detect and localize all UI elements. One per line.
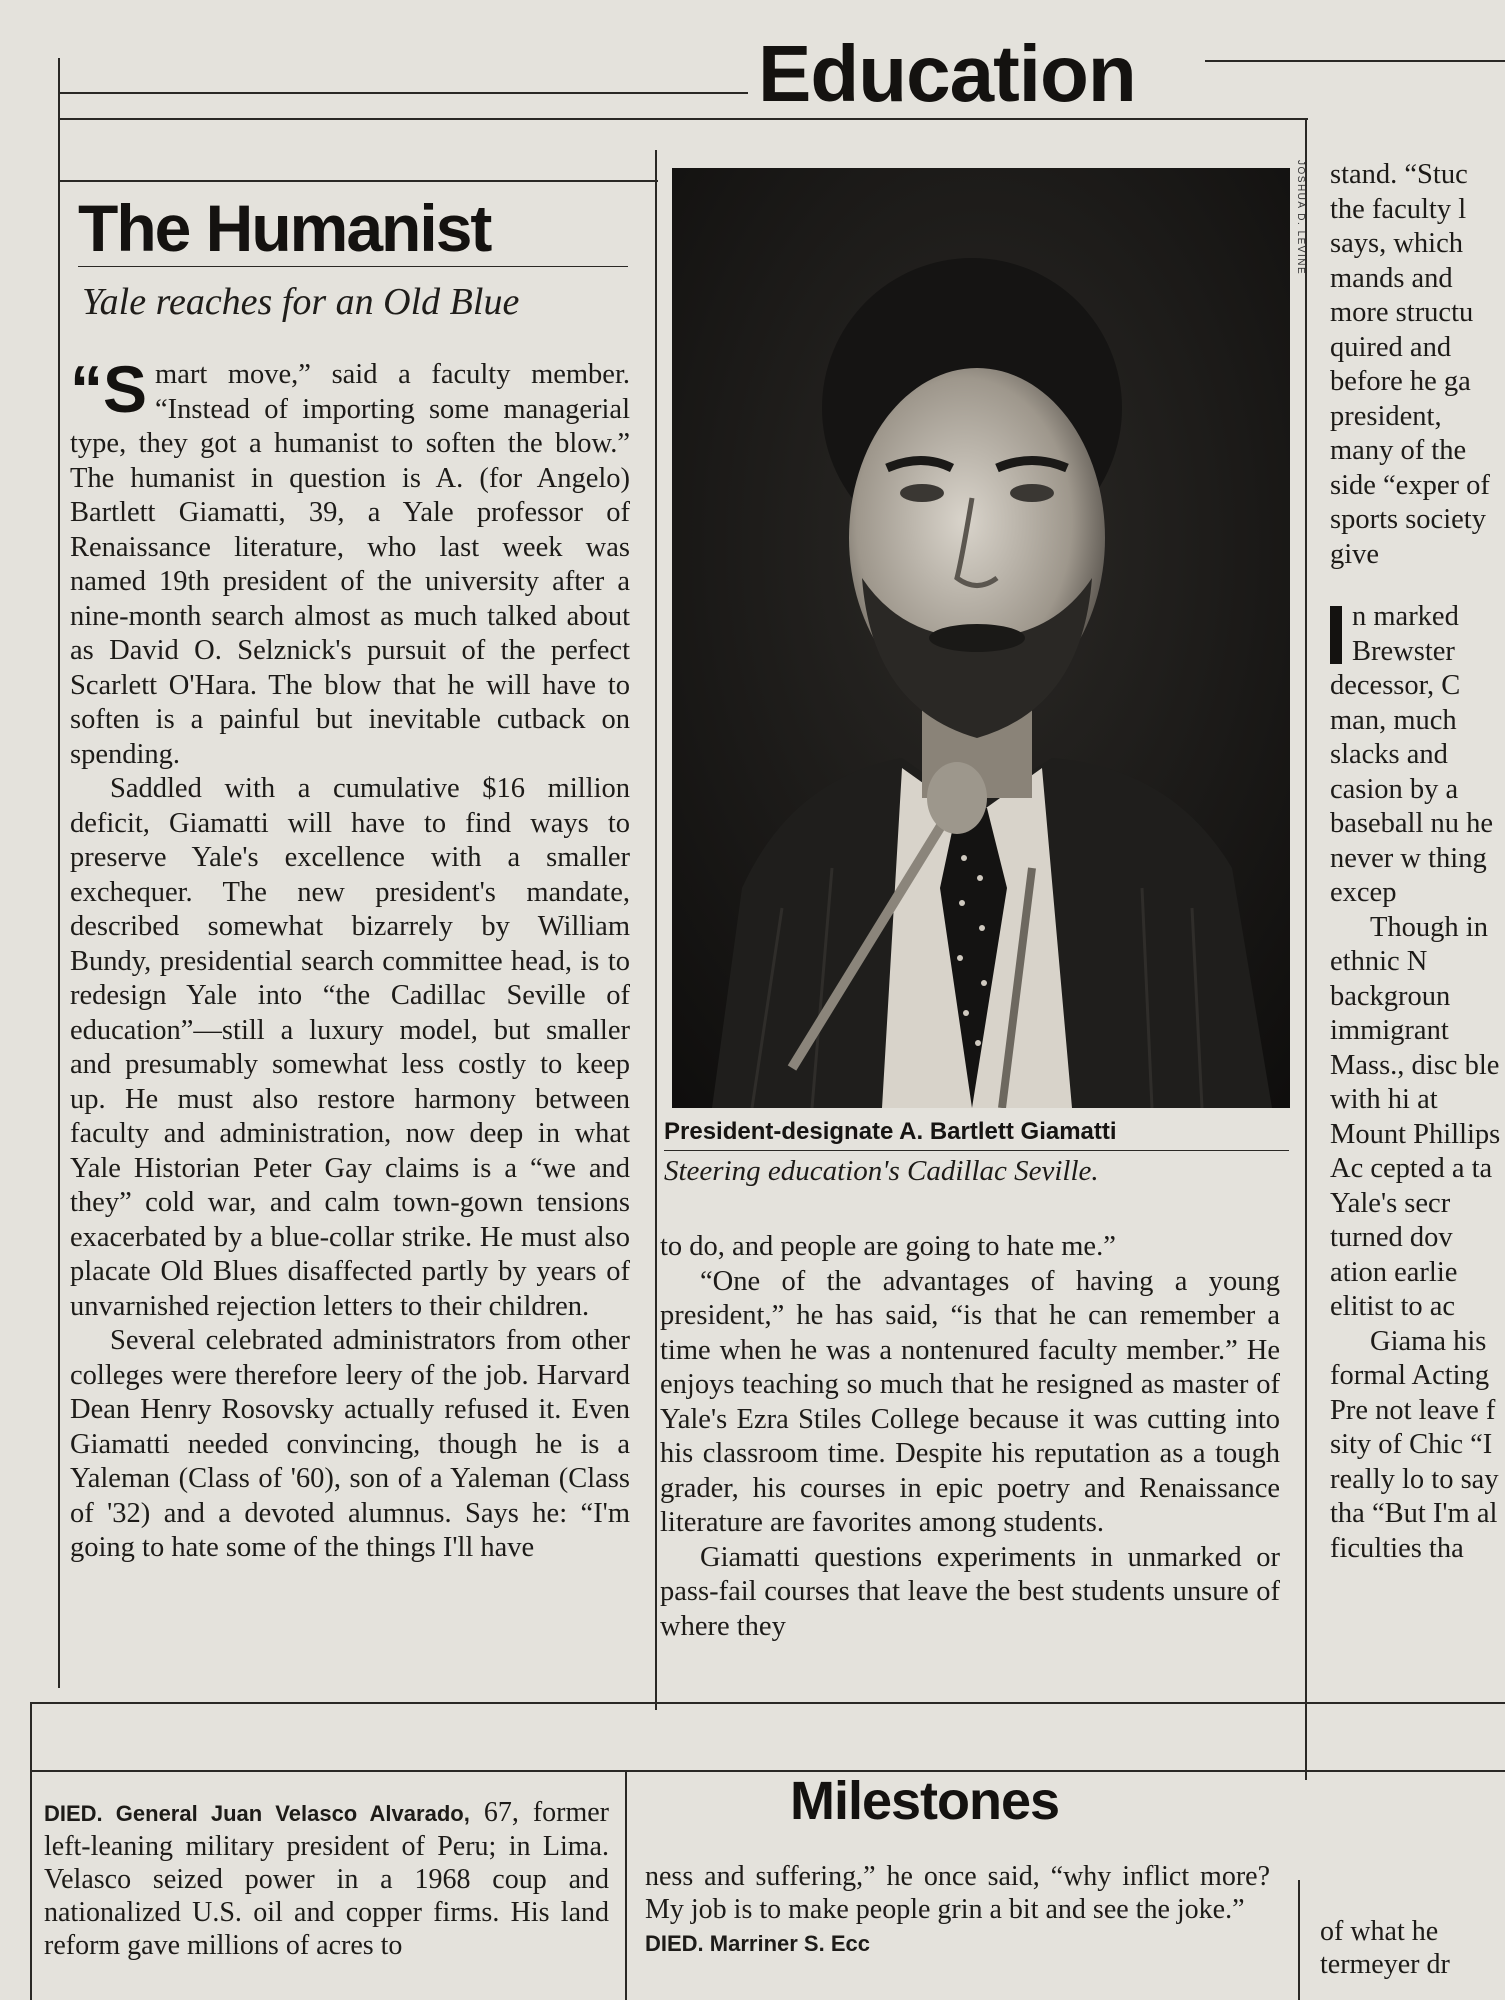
- article-column-2: [660, 1230, 1280, 1644]
- milestone-entry-continuation: ness and suffering,” he once said, “why inflict more? My job is to make people grin a bit and see the joke.”: [645, 1861, 1270, 1925]
- column-2-paragraph-2: “One of the advantages of having a young president,” he has said, “is that he can remember a time when he was a nontenured faculty member.” He enjoys teaching so much that he resigned as master of Yale's Ezra Stiles College because it was cutting into his classroom time. Despite his reputation as a tough grader, his courses in epic poetry and Renaissance literature are favorites among students.: [660, 1265, 1280, 1538]
- headline-underline: [78, 266, 628, 267]
- milestones-header-rule: [30, 1770, 1505, 1772]
- milestone-lead: DIED. Marriner S. Ecc: [645, 1931, 870, 1956]
- education-header-top-rule-right: [1205, 60, 1505, 62]
- education-section-title: Education: [758, 29, 1136, 118]
- milestone-text: 67, former left-leaning military president of Peru; in Lima. Velasco seized power in a 1968 coup and nationalized U.S. oil and copper firms. His land reform gave millions of acres to: [44, 1797, 609, 1961]
- article-headline: The Humanist: [78, 191, 491, 265]
- column-3-paragraph-3: Though in ethnic N backgroun immigrant Mass., disc ble with hi at Mount Phillips Ac cepted a ta Yale's secr turned dov ation earlie elitist to ac: [1330, 911, 1501, 1322]
- article-top-rule: [58, 180, 658, 182]
- milestones-column-divider-right: [1298, 1880, 1300, 2000]
- photo-caption-subtitle: Steering education's Cadillac Seville.: [664, 1155, 1099, 1187]
- column-2-paragraph-3: Giamatti questions experiments in unmarked or pass-fail courses that leave the best students unsure of where they: [660, 1541, 1280, 1642]
- column-divider-left: [655, 150, 657, 1710]
- milestone-entry-velasco: [44, 1796, 609, 1962]
- column-3-paragraph-4: Giama his formal Acting Pre not leave f sity of Chic “I really lo to say tha “But I'm al ficulties tha: [1330, 1325, 1499, 1564]
- portrait-illustration: [672, 168, 1290, 1108]
- portrait-photo: [672, 168, 1290, 1108]
- column-3-paragraph-2: [1330, 600, 1505, 911]
- education-header-left-rule: [58, 58, 60, 1688]
- column-divider-right: [1305, 120, 1307, 1780]
- education-header-top-rule-left: [58, 92, 748, 94]
- drop-cap: [70, 352, 148, 426]
- milestone-lead: DIED. General Juan Velasco Alvarado,: [44, 1801, 470, 1826]
- column-1-paragraph-3: Several celebrated administrators from other colleges were therefore leery of the job. Harvard Dean Henry Rosovsky actually refused it. Even Giamatti needed convincing, though he is a Yaleman (Class of '60), son of a Yaleman (Class of '32) and a devoted alumnus. Says he: “I'm going to hate some of the things I'll have: [70, 1325, 630, 1563]
- article-column-3: [1330, 158, 1505, 1758]
- milestone-entry-eccles: [645, 1926, 1270, 1960]
- column-1-paragraph-2: Saddled with a cumulative $16 million deficit, Giamatti will have to find ways to preserve Yale's excellence with a smaller exchequer. The new president's mandate, described somewhat bizarrely by William Bundy, presidential search committee head, is to redesign Yale into “the Cadillac Seville of education”—still a luxury model, but smaller and presumably somewhat less costly to keep up. He must also restore harmony between faculty and administration, now deep in what Yale Historian Peter Gay claims is a “we and they” cold war, and calm town-gown tensions exacerbated by a blue-collar strike. He must also placate Old Blues disaffected partly by years of unvarnished rejection letters to their children.: [70, 773, 630, 1322]
- column-1-paragraph-1: [70, 352, 630, 772]
- paragraph-text: n marked Brewster decessor, C man, much slacks and casion by a baseball nu he never w thing excep: [1330, 601, 1494, 908]
- caption-rule: [664, 1150, 1289, 1151]
- milestones-column-3: [1320, 1915, 1505, 2000]
- column-2-paragraph-1: to do, and people are going to hate me.”: [660, 1231, 1116, 1262]
- drop-cap-bar: [1330, 606, 1342, 664]
- milestones-column-divider: [625, 1770, 627, 2000]
- drop-cap-letter: S: [103, 352, 148, 426]
- article-column-1: [70, 352, 630, 1566]
- milestones-left-rule: [30, 1702, 32, 2000]
- milestone-entry-partial: of what he termeyer dr: [1320, 1916, 1450, 1980]
- photo-credit: JOSHUA D. LEVINE: [1295, 160, 1306, 276]
- milestones-top-rule: [30, 1702, 1505, 1704]
- milestones-section-title: Milestones: [790, 1771, 1060, 1831]
- milestones-column-2: [645, 1860, 1270, 2000]
- drop-cap-quote: “: [70, 352, 103, 426]
- article-deck: Yale reaches for an Old Blue: [82, 281, 520, 323]
- column-3-paragraph-1: stand. “Stuc the faculty l says, which mands and more structu quired and before he ga president, many of the side “exper of sports society give: [1330, 159, 1490, 570]
- milestones-column-1: [44, 1796, 609, 2000]
- paragraph-text: mart move,” said a faculty member. “Instead of importing some managerial type, they got a humanist to soften the blow.” The humanist in question is A. (for Angelo) Bartlett Giamatti, 39, a Yale professor of Renaissance literature, who last week was named 19th president of the university after a nine-month search almost as much talked about as David O. Selznick's pursuit of the perfect Scarlett O'Hara. The blow that he will have to soften is a painful but inevitable cutback on spending.: [70, 359, 630, 770]
- photo-caption-title: President-designate A. Bartlett Giamatti: [664, 1118, 1117, 1145]
